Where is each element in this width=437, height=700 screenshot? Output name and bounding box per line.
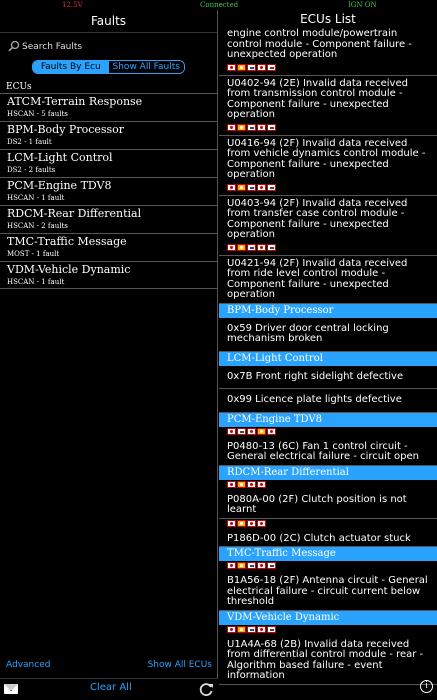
ecu-name: BPM-Body Processor [7,123,125,136]
fault-description: U1A4A-68 (2B) Invalid data received from differential control module - rear - Algorithm based failure - event information [227,638,424,681]
section-header-rdcm: RDCM-Rear Differential [219,466,437,480]
fault-status-icons [227,481,431,489]
fault-item[interactable] [219,520,437,548]
ecu-name: RDCM-Rear Differential [7,207,142,220]
connection-status: Connected [200,1,239,9]
fault-item[interactable] [219,366,437,390]
ecu-fault-count: HSCAN - 1 fault [7,194,65,202]
ecu-item-pcm[interactable] [0,177,218,205]
fault-description: U0403-94 (2F) Invalid data received from transfer case control module - Component failure - unexpected operation [227,197,408,240]
ecu-name: ATCM-Terrain Response [7,95,143,108]
bottom-toolbar [0,678,218,700]
fault-description: P080A-00 (2F) Clutch position is not learnt [227,493,407,515]
ecu-fault-count: DS2 - 2 faults [7,166,56,174]
ecu-name: PCM-Engine TDV8 [7,179,112,192]
fault-description: B1A56-18 (2F) Antenna circuit - General electrical failure - circuit current below threshold [227,575,428,607]
search-icon [8,40,20,52]
fault-description: 0x99 Licence plate lights defective [227,394,402,405]
fault-item[interactable] [219,562,437,611]
fault-description: 0x59 Driver door central locking mechanism broken [227,322,389,344]
fault-description: P186D-00 (2C) Clutch actuator stuck [227,532,411,544]
ecu-fault-count: MOST - 1 fault [7,250,60,258]
ecu-item-lcm[interactable] [0,149,218,177]
ecu-fault-count: HSCAN - 5 faults [7,110,68,118]
fault-description: engine control module/powertrain control module - Component failure - unexpected operation [227,28,412,60]
faults-pane [0,10,218,678]
ecu-name: VDM-Vehicle Dynamic [7,263,131,276]
ecu-item-rdcm[interactable] [0,205,218,233]
left-footer [0,656,218,678]
info-icon[interactable]: i [420,680,433,693]
faults-by-ecu-tab[interactable]: Faults By Ecu [33,61,109,73]
clear-all-button[interactable]: Clear All [90,682,132,693]
ecus-list-title: ECUs List [300,12,356,26]
ecu-item-bpm[interactable] [0,121,218,149]
section-header-bpm: BPM-Body Processor [219,304,437,318]
fault-item[interactable] [219,428,437,466]
fault-item[interactable] [219,389,437,413]
ecus-list-pane [219,10,437,700]
search-bar[interactable] [0,36,217,58]
ecu-fault-count: HSCAN - 1 fault [7,278,65,286]
show-all-faults-tab[interactable]: Show All Faults [109,61,185,73]
fault-item[interactable] [219,481,437,519]
faults-title: Faults [0,10,217,33]
fault-description: U0416-94 (2F) Invalid data received from vehicle dynamics control module - Component failure - unexpected operation [227,137,426,180]
fault-item[interactable] [219,318,437,352]
show-all-ecus-button[interactable]: Show All ECUs [147,660,212,670]
ecu-fault-count: HSCAN - 2 faults [7,222,68,230]
section-header-lcm: LCM-Light Control [219,352,437,366]
ecu-fault-count: DS2 - 1 fault [7,138,52,146]
section-header-vdm: VDM-Vehicle Dynamic [219,611,437,625]
section-header-tmc: TMC-Traffic Message [219,547,437,561]
fault-item[interactable] [219,76,437,136]
ecu-list [0,93,218,289]
fault-item[interactable] [219,136,437,196]
fault-status-icons [227,64,431,72]
advanced-button[interactable]: Advanced [6,660,51,670]
fault-view-toggle [32,60,185,74]
fault-item[interactable] [219,29,437,76]
ecu-item-atcm[interactable] [0,93,218,121]
fault-status-icons [227,244,431,252]
ecu-item-vdm[interactable] [0,261,218,289]
search-input[interactable] [22,38,212,56]
email-icon[interactable] [4,684,18,694]
fault-status-icons [227,124,431,132]
voltage-readout: 12.5V [62,1,83,9]
ecu-item-tmc[interactable] [0,233,218,261]
fault-description: P0480-13 (6C) Fan 1 control circuit - General electrical failure - circuit open [227,440,419,462]
ecu-name: LCM-Light Control [7,151,113,164]
fault-item[interactable] [219,626,437,685]
section-header-pcm: PCM-Engine TDV8 [219,413,437,427]
ecu-name: TMC-Traffic Message [7,235,127,248]
ignition-status: IGN ON [348,1,377,9]
fault-description: U0421-94 (2F) Invalid data received from ride level control module - Component failure - unexpected operation [227,257,408,300]
refresh-icon[interactable] [198,681,214,697]
fault-description: U0402-94 (2E) Invalid data received from transmission control module - Component failure - unexpected operation [227,77,408,120]
fault-status-icons [227,520,431,528]
fault-status-icons [227,626,431,634]
fault-status-icons [227,428,431,436]
fault-status-icons [227,562,431,570]
fault-description: 0x7B Front right sidelight defective [227,370,404,382]
fault-item[interactable] [219,256,437,304]
fault-item[interactable] [219,196,437,256]
fault-status-icons [227,184,431,192]
status-bar [0,0,437,10]
ecus-heading: ECUs [6,82,32,92]
